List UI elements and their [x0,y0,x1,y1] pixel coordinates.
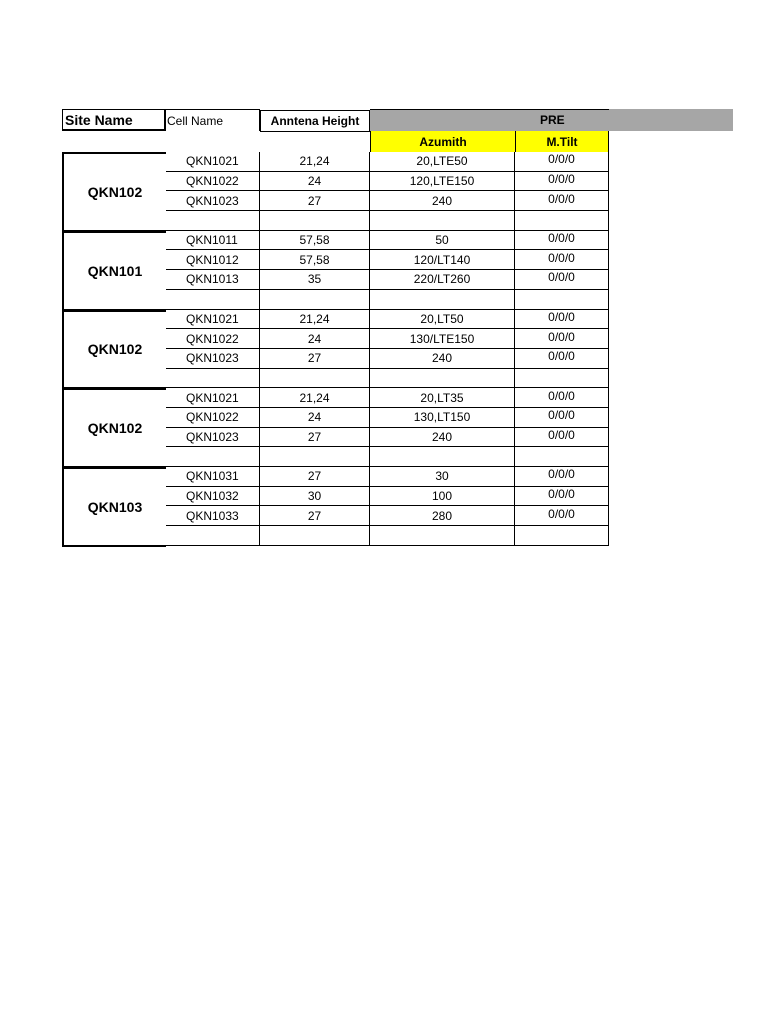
cell-name-cell[interactable] [166,329,260,349]
mtilt-cell-text: 0/0/0 [548,467,575,482]
cell-name-cell[interactable] [166,526,260,546]
mtilt-cell-text: 0/0/0 [548,309,575,324]
cell-name-cell-text: QKN1022 [186,174,239,189]
azimuth-cell-text: 20,LTE50 [416,154,468,169]
mtilt-cell[interactable] [515,152,609,172]
cell-name-cell-text: QKN1021 [186,390,239,405]
azimuth-cell[interactable] [370,506,515,526]
mtilt-cell-text: 0/0/0 [548,506,575,521]
azimuth-cell-text: 130,LT150 [413,410,471,425]
mtilt-cell[interactable] [515,388,609,408]
mtilt-cell-text: 0/0/0 [548,152,575,167]
antenna-height-cell[interactable] [260,310,370,330]
mtilt-cell[interactable] [515,329,609,349]
azimuth-cell[interactable] [370,467,515,487]
antenna-height-cell-text: 30 [307,489,322,504]
antenna-height-cell[interactable] [260,329,370,349]
antenna-height-cell[interactable] [260,408,370,428]
antenna-height-cell-text: 21,24 [299,311,330,326]
antenna-height-cell[interactable] [260,428,370,448]
mtilt-cell-text: 0/0/0 [548,349,575,364]
mtilt-cell[interactable] [515,526,609,546]
antenna-height-cell[interactable] [260,349,370,369]
antenna-height-cell-text: 24 [307,174,322,189]
azimuth-cell-text: 30 [435,469,449,484]
azimuth-cell-text: 130/LTE150 [409,331,475,346]
azimuth-cell[interactable] [370,329,515,349]
azimuth-cell[interactable] [370,231,515,251]
mtilt-cell-text: 0/0/0 [548,191,575,206]
azimuth-cell-text: 50 [435,233,449,248]
azimuth-cell-text: 100 [431,489,453,504]
antenna-height-cell-text: 57,58 [299,233,330,248]
mtilt-cell[interactable] [515,369,609,389]
cell-name-cell[interactable] [166,428,260,448]
antenna-height-cell-text: 27 [307,508,322,523]
antenna-height-cell-text: 21,24 [299,154,330,169]
azimuth-cell-text: 120/LT140 [413,252,471,267]
cell-name-cell-text: QKN1033 [186,508,239,523]
header-pre-border [370,109,609,110]
azimuth-cell[interactable] [370,349,515,369]
mtilt-cell[interactable] [515,310,609,330]
mtilt-cell[interactable] [515,487,609,507]
mtilt-cell-text: 0/0/0 [548,427,575,442]
mtilt-cell[interactable] [515,250,609,270]
mtilt-cell[interactable] [515,349,609,369]
antenna-height-cell-text: 27 [307,193,322,208]
cell-name-cell[interactable] [166,231,260,251]
antenna-height-cell-text: 57,58 [299,252,330,267]
azimuth-cell-text: 240 [431,429,453,444]
antenna-height-cell[interactable] [260,487,370,507]
cell-name-cell[interactable] [166,152,260,172]
mtilt-cell-text: 0/0/0 [548,408,575,423]
mtilt-cell[interactable] [515,270,609,290]
antenna-height-cell[interactable] [260,211,370,231]
azimuth-cell[interactable] [370,152,515,172]
antenna-height-cell-text: 27 [307,469,322,484]
mtilt-cell[interactable] [515,290,609,310]
antenna-height-cell[interactable] [260,172,370,192]
cell-name-cell-text: QKN1023 [186,351,239,366]
mtilt-cell-text: 0/0/0 [548,250,575,265]
mtilt-cell[interactable] [515,191,609,211]
azimuth-cell[interactable] [370,270,515,290]
azimuth-cell[interactable] [370,310,515,330]
cell-name-cell[interactable] [166,467,260,487]
mtilt-cell[interactable] [515,211,609,231]
azimuth-cell-text: 20,LT50 [420,311,464,326]
header-pre-label: PRE [540,113,565,127]
cell-name-cell[interactable] [166,487,260,507]
cell-name-cell-text: QKN1012 [186,252,239,267]
antenna-height-cell-text: 27 [307,429,322,444]
mtilt-cell[interactable] [515,447,609,467]
mtilt-cell-text: 0/0/0 [548,231,575,246]
azimuth-cell-text: 20,LT35 [420,390,464,405]
cell-name-cell[interactable] [166,191,260,211]
mtilt-cell-text: 0/0/0 [548,270,575,285]
azimuth-cell[interactable] [370,526,515,546]
mtilt-cell[interactable] [515,467,609,487]
cell-name-cell-text: QKN1021 [186,154,239,169]
site-name-cell[interactable]: QKN102 [62,388,166,468]
antenna-height-cell[interactable] [260,388,370,408]
azimuth-cell-text: 240 [431,351,453,366]
mtilt-cell[interactable] [515,506,609,526]
antenna-height-cell-text: 24 [307,410,322,425]
cell-name-cell[interactable] [166,349,260,369]
azimuth-cell-text: 240 [431,193,453,208]
azimuth-cell[interactable] [370,447,515,467]
azimuth-cell[interactable] [370,428,515,448]
antenna-height-cell[interactable] [260,270,370,290]
cell-name-cell-text: QKN1023 [186,193,239,208]
header-azimuth[interactable]: Azumith [370,131,515,152]
cell-name-cell-text: QKN1011 [186,233,238,248]
antenna-height-cell[interactable] [260,231,370,251]
antenna-height-cell[interactable] [260,369,370,389]
azimuth-cell[interactable] [370,290,515,310]
cell-name-cell[interactable] [166,369,260,389]
header-antenna-height[interactable]: Anntena Height [260,110,370,132]
cell-name-cell-text: QKN1032 [186,489,239,504]
mtilt-cell[interactable] [515,428,609,448]
antenna-height-cell[interactable] [260,447,370,467]
cell-name-cell-text: QKN1022 [186,410,239,425]
mtilt-cell-text: 0/0/0 [548,329,575,344]
cell-name-cell[interactable] [166,506,260,526]
cell-name-cell[interactable] [166,250,260,270]
antenna-height-cell[interactable] [260,191,370,211]
header-pre[interactable] [370,109,733,131]
site-name-cell[interactable]: QKN102 [62,152,166,232]
cell-name-cell[interactable] [166,310,260,330]
cell-name-cell[interactable] [166,270,260,290]
cell-name-cell[interactable] [166,388,260,408]
cell-name-cell-text: QKN1023 [186,429,239,444]
azimuth-cell[interactable] [370,172,515,192]
antenna-height-cell[interactable] [260,526,370,546]
site-name-cell[interactable]: QKN102 [62,310,166,390]
mtilt-cell-text: 0/0/0 [548,388,575,403]
antenna-height-cell-text: 21,24 [299,390,330,405]
cell-name-cell[interactable] [166,172,260,192]
azimuth-cell[interactable] [370,408,515,428]
antenna-height-cell[interactable] [260,152,370,172]
azimuth-cell[interactable] [370,211,515,231]
mtilt-cell-text: 0/0/0 [548,172,575,187]
azimuth-cell[interactable] [370,369,515,389]
azimuth-cell-text: 280 [431,508,453,523]
azimuth-cell[interactable] [370,250,515,270]
site-name-cell[interactable]: QKN101 [62,231,166,311]
cell-name-cell[interactable] [166,408,260,428]
azimuth-cell-text: 220/LT260 [413,272,471,287]
header-site-name[interactable]: Site Name [62,109,166,131]
azimuth-cell[interactable] [370,191,515,211]
cell-name-cell-text: QKN1021 [186,311,239,326]
cell-name-cell-text: QKN1022 [186,331,239,346]
antenna-height-cell[interactable] [260,290,370,310]
antenna-height-cell-text: 24 [307,331,322,346]
azimuth-cell-text: 120,LTE150 [409,174,475,189]
azimuth-cell[interactable] [370,487,515,507]
antenna-height-cell[interactable] [260,506,370,526]
cell-name-cell[interactable] [166,211,260,231]
mtilt-cell[interactable] [515,231,609,251]
cell-name-cell[interactable] [166,447,260,467]
cell-name-cell-text: QKN1031 [186,469,239,484]
header-cell-name[interactable]: Cell Name [166,109,260,131]
cell-name-cell-text: QKN1013 [186,272,239,287]
site-name-cell[interactable]: QKN103 [62,467,166,547]
azimuth-cell[interactable] [370,388,515,408]
antenna-height-cell-text: 27 [307,351,322,366]
cell-name-cell[interactable] [166,290,260,310]
antenna-height-cell-text: 35 [307,272,322,287]
mtilt-cell[interactable] [515,172,609,192]
antenna-height-cell[interactable] [260,467,370,487]
antenna-height-cell[interactable] [260,250,370,270]
header-mtilt[interactable]: M.Tilt [515,131,609,152]
mtilt-cell[interactable] [515,408,609,428]
mtilt-cell-text: 0/0/0 [548,487,575,502]
